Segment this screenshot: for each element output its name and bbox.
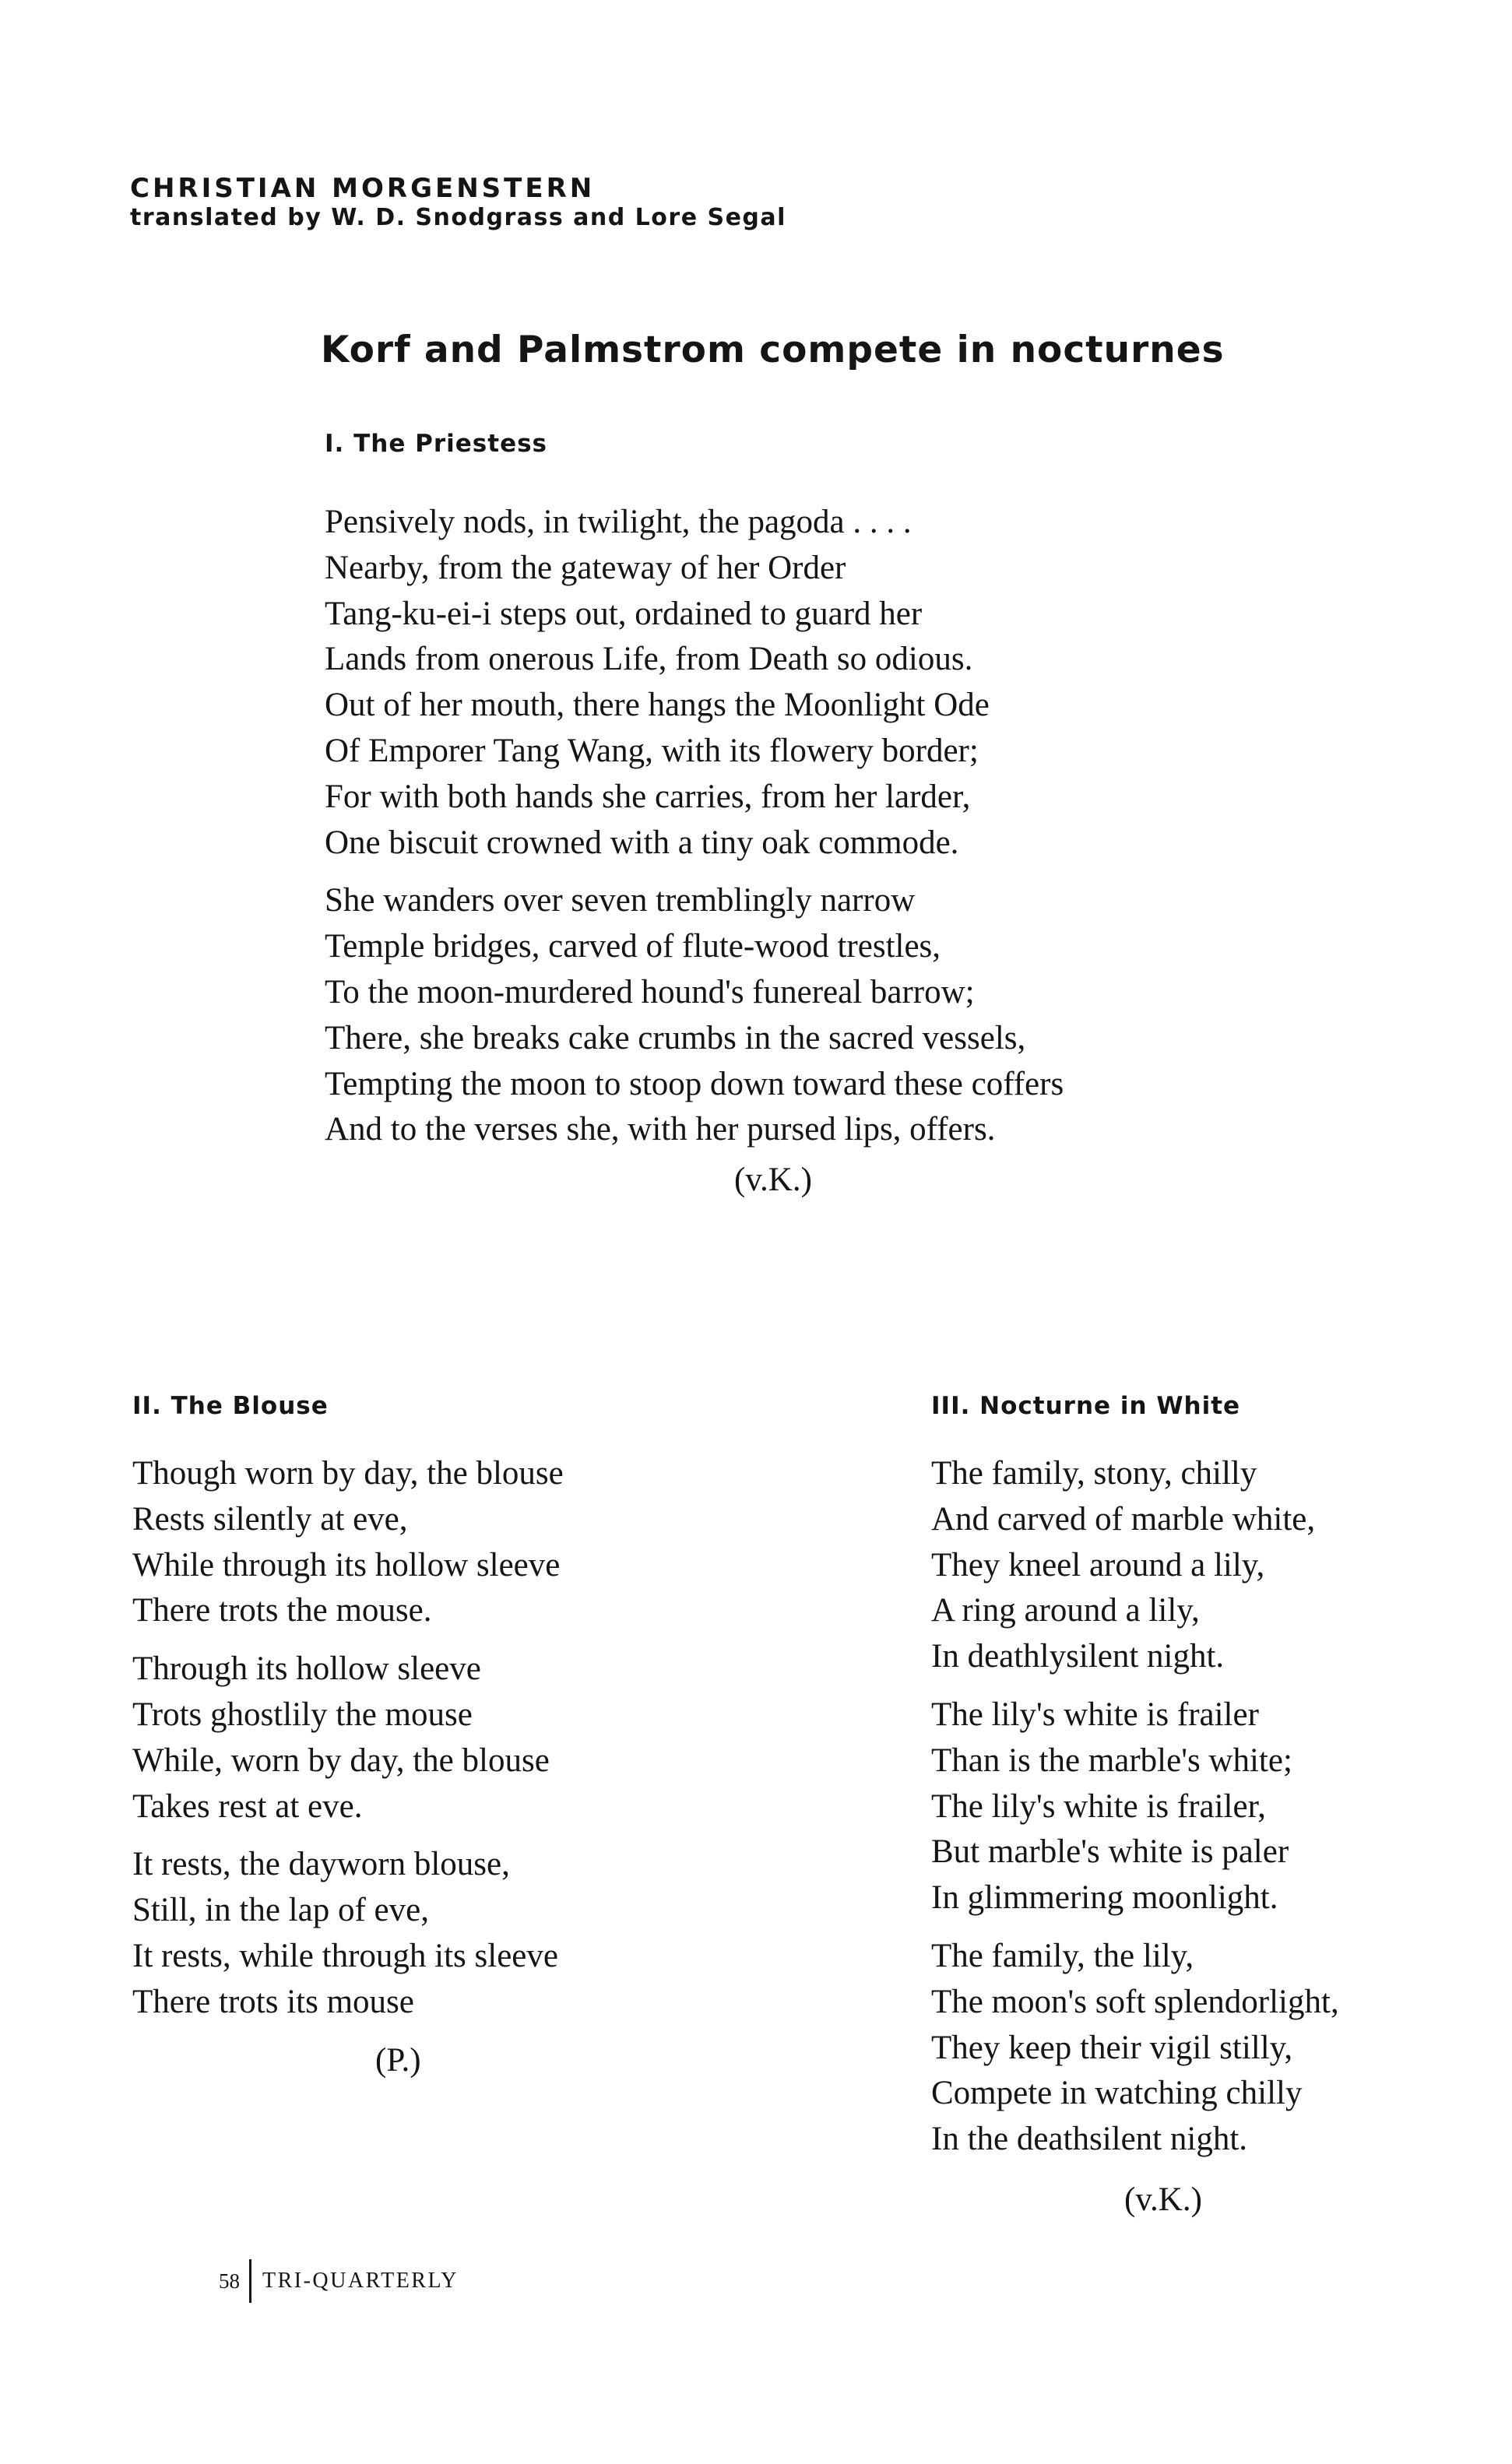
poem-line: And to the verses she, with her pursed lips, offers. <box>325 1111 996 1148</box>
poem-line: Though worn by day, the blouse <box>132 1455 564 1492</box>
section-heading: III. Nocturne in White <box>931 1392 1241 1420</box>
poem-line: They keep their vigil stilly, <box>931 2029 1293 2066</box>
stanza <box>931 1451 1476 1680</box>
poem-line: But marble's white is paler <box>931 1833 1289 1871</box>
poem-line: Out of her mouth, there hangs the Moonlight Ode <box>325 687 990 724</box>
poem-line: The family, the lily, <box>931 1937 1194 1974</box>
author-name: CHRISTIAN MORGENSTERN <box>130 173 596 204</box>
stanza <box>132 1842 833 2025</box>
poem-line: Of Emporer Tang Wang, with its flowery border; <box>325 732 979 769</box>
stanza <box>325 500 1064 866</box>
footer-divider <box>249 2259 251 2303</box>
poem-priestess <box>325 428 1064 1153</box>
poem-line: The family, stony, chilly <box>931 1455 1257 1492</box>
translator-credit: translated by W. D. Snodgrass and Lore Segal <box>130 204 786 231</box>
poem-line: The lily's white is frailer, <box>931 1787 1266 1825</box>
poem-line: Through its hollow sleeve <box>132 1650 481 1688</box>
page-footer <box>219 2258 459 2304</box>
poem-line: Tempting the moon to stoop down toward these coffers <box>325 1065 1064 1102</box>
poem-line: For with both hands she carries, from her larder, <box>325 778 971 815</box>
section-heading: II. The Blouse <box>132 1392 329 1420</box>
poem-line: Rests silently at eve, <box>132 1500 408 1538</box>
poem-line: It rests, while through its sleeve <box>132 1937 558 1974</box>
poem-line: Still, in the lap of eve, <box>132 1892 429 1929</box>
stanza <box>132 1451 833 1634</box>
poem-line: Trots ghostlily the mouse <box>132 1696 473 1733</box>
poem-line: In deathlysilent night. <box>931 1638 1225 1675</box>
poem-line: It rests, the dayworn blouse, <box>132 1846 510 1883</box>
stanza <box>931 1692 1476 1921</box>
poem-line: Takes rest at eve. <box>132 1787 363 1825</box>
poem-signature: (v.K.) <box>734 1162 812 1198</box>
poem-line: One biscuit crowned with a tiny oak commode. <box>325 824 959 861</box>
header <box>130 173 786 232</box>
poem-line: There, she breaks cake crumbs in the sacred vessels, <box>325 1019 1026 1056</box>
poem-line: While through its hollow sleeve <box>132 1546 561 1583</box>
poem-signature: (P.) <box>375 2042 421 2079</box>
poem-signature: (v.K.) <box>1124 2181 1202 2218</box>
stanza <box>132 1647 833 1830</box>
poem-line: In glimmering moonlight. <box>931 1879 1278 1917</box>
poem-line: In the deathsilent night. <box>931 2121 1248 2158</box>
poem-line: The moon's soft splendorlight, <box>931 1983 1339 2020</box>
poem-line: Temple bridges, carved of flute-wood trestles, <box>325 928 941 965</box>
poem-blouse <box>132 1390 833 2026</box>
page-title: Korf and Palmstrom compete in nocturnes <box>321 329 1225 371</box>
poem-line: Compete in watching chilly <box>931 2075 1303 2112</box>
poem-line: Lands from onerous Life, from Death so odious. <box>325 641 973 678</box>
poem-nocturne-in-white <box>931 1390 1476 2163</box>
poem-line: There trots the mouse. <box>132 1592 432 1629</box>
poem-line: She wanders over seven tremblingly narrow <box>325 882 916 919</box>
section-heading: I. The Priestess <box>325 430 547 458</box>
poem-line: They kneel around a lily, <box>931 1546 1265 1583</box>
page-number: 58 <box>219 2269 240 2293</box>
poem-line: Tang-ku-ei-i steps out, ordained to guard her <box>325 595 923 632</box>
poem-line: There trots its mouse <box>132 1983 414 2020</box>
poem-line: To the moon-murdered hound's funereal barrow; <box>325 973 975 1011</box>
stanza <box>325 878 1064 1153</box>
stanza <box>931 1934 1476 2163</box>
poem-line: A ring around a lily, <box>931 1592 1200 1629</box>
poem-line: And carved of marble white, <box>931 1500 1316 1538</box>
poem-line: Pensively nods, in twilight, the pagoda . . . . <box>325 504 912 540</box>
poem-line: Nearby, from the gateway of her Order <box>325 549 846 586</box>
poem-line: Than is the marble's white; <box>931 1742 1292 1779</box>
poem-line: While, worn by day, the blouse <box>132 1742 550 1779</box>
journal-name: TRI-QUARTERLY <box>262 2269 459 2293</box>
poem-line: The lily's white is frailer <box>931 1696 1259 1733</box>
